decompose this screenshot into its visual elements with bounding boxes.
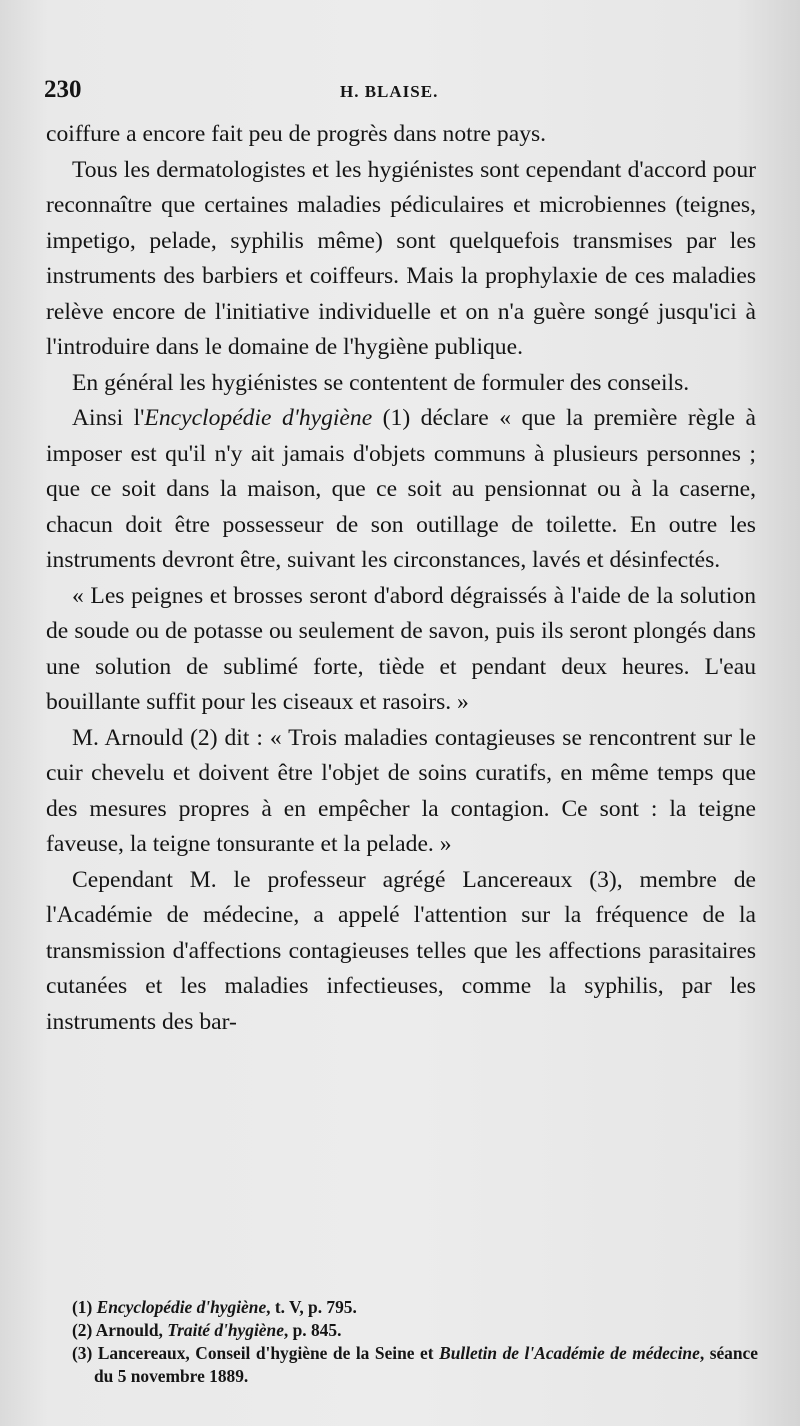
paragraph-encyclopedie-rest: (1) déclare « que la première règle à imposer est qu'il n'y ait jamais d'objets communs à plusieurs personnes ; que ce soit dans la maison, que ce soit au pensionnat ou à la caserne, chacun doit être possesseur de son outillage de toilette. En outre les instruments devront être, suivant les circonstances, lavés et désinfectés.: [46, 405, 756, 573]
footnote-3-lead: Lancereaux, Conseil d'hygiène de la Seine et: [97, 1343, 440, 1363]
paragraph-peignes: « Les peignes et brosses seront d'abord dégraissés à l'aide de la solution de soude ou de potasse ou seulement de savon, puis ils seront plongés dans une solution de sublimé forte, tiède et pendant deux heures. L'eau bouillante suffit pour les ciseaux et rasoirs. »: [46, 582, 756, 715]
running-head: [44, 76, 756, 112]
footnote-2-lead: Arnould,: [95, 1320, 168, 1340]
paragraph-arnould: M. Arnould (2) dit : « Trois maladies contagieuses se rencontrent sur le cuir chevelu et doivent être l'objet de soins curatifs, en même temps que des mesures propres à en empêcher la contagion. Ce sont : la teigne faveuse, la teigne tonsurante et la pelade. »: [46, 724, 756, 857]
body-text: [46, 117, 756, 1040]
paragraph-encyclopedie-title: Encyclopédie d'hygiène: [144, 405, 373, 431]
paragraph-encyclopedie-lead: Ainsi l': [72, 405, 145, 431]
footnote-1: [46, 1296, 758, 1319]
footnote-3-title: Bulletin de l'Académie de médecine: [439, 1343, 700, 1363]
paragraph-continuation: coiffure a encore fait peu de progrès dans notre pays.: [46, 121, 547, 147]
paragraph-lancereaux: Cependant M. le professeur agrégé Lancereaux (3), membre de l'Académie de médecine, a appelé l'attention sur la fréquence de la transmission d'affections contagieuses telles que les affections parasitaires cutanées et les maladies infectieuses, comme la syphilis, par les instruments des bar-: [46, 866, 756, 1035]
footnote-3: [46, 1342, 758, 1388]
footnote-1-mark: (1): [72, 1297, 97, 1317]
footnote-1-title: Encyclopédie d'hygiène: [96, 1297, 267, 1317]
footnote-3-text: , séance du 5 novembre 1889.: [94, 1343, 758, 1386]
paragraph-general: En général les hygiénistes se contentent de formuler des conseils.: [72, 369, 690, 396]
footnote-2-mark: (2): [72, 1320, 96, 1340]
footnote-3-mark: (3): [72, 1343, 98, 1363]
paragraph-encyclopedie: [46, 401, 756, 579]
page-number: 230: [44, 76, 82, 103]
running-head-author: H. BLAISE.: [340, 82, 439, 101]
footnotes: [46, 1296, 758, 1388]
paragraph-dermatologists: Tous les dermatologistes et les hygiénistes sont cependant d'accord pour reconnaître que certaines maladies pédiculaires et microbiennes (teignes, impetigo, pelade, syphilis même) sont quelquefois transmises par les instruments des barbiers et coiffeurs. Mais la prophylaxie de ces maladies relève encore de l'initiative individuelle et on n'a guère songé jusqu'ici à l'introduire dans le domaine de l'hygiène publique.: [46, 156, 756, 360]
footnote-2-title: Traité d'hygiène: [167, 1320, 284, 1340]
footnote-2-text: , p. 845.: [283, 1320, 342, 1340]
footnote-1-text: , t. V, p. 795.: [266, 1297, 357, 1317]
footnote-2: [46, 1319, 758, 1342]
